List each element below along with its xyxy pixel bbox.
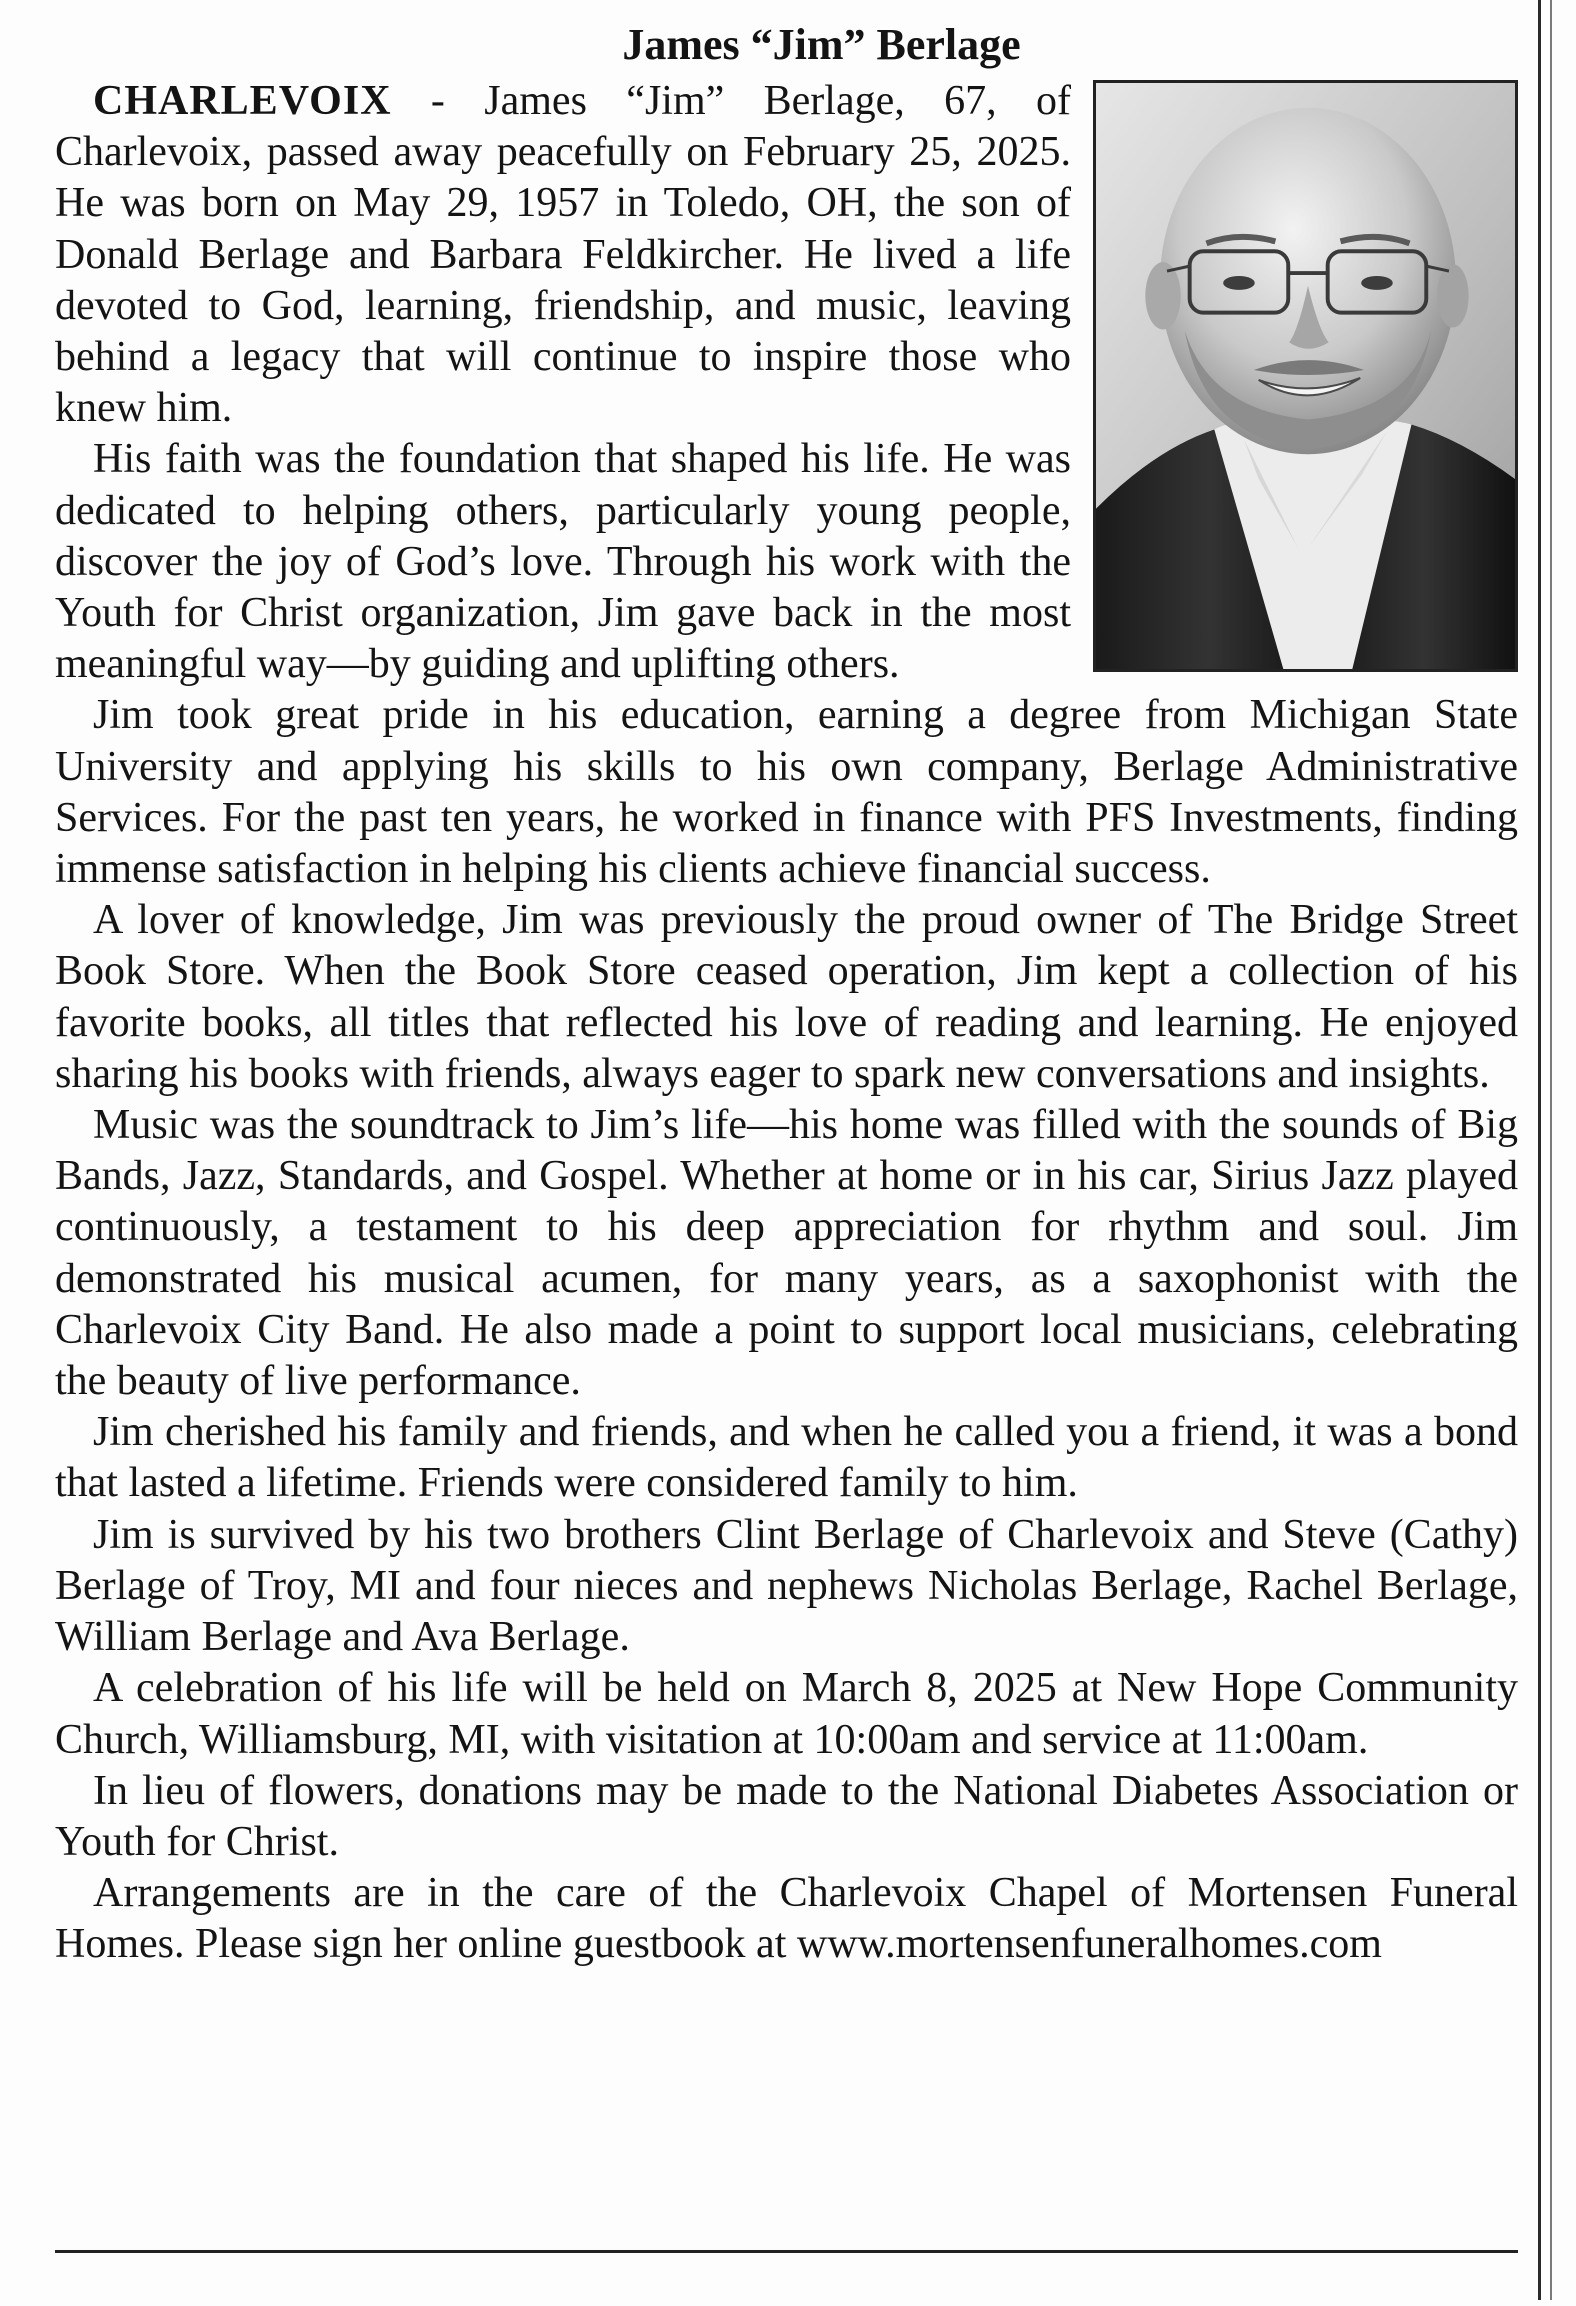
- dateline: CHARLEVOIX: [93, 78, 392, 124]
- obituary-headline: James “Jim” Berlage: [622, 20, 1021, 69]
- column-rule-secondary: [1550, 0, 1552, 2300]
- obituary-body: [55, 76, 1518, 1971]
- paragraph-3: Jim took great pride in his education, earning a degree from Michigan State University and applying his skills to his own company, Berlage Administrative Services. For the past ten years, he worked in finance with PFS Investments, finding immense satisfaction in helping his clients achieve financial success.: [55, 692, 1518, 893]
- paragraph-4: A lover of knowledge, Jim was previously the proud owner of The Bridge Street Book Store. When the Book Store ceased operation, Jim kept a collection of his favorite books, all titles that reflected his love of reading and learning. He enjoyed sharing his books with friends, always eager to spark new conversations and insights.: [55, 897, 1518, 1097]
- paragraph-6: Jim cherished his family and friends, and when he called you a friend, it was a bond that lasted a lifetime. Friends were considered family to him.: [55, 1409, 1518, 1507]
- column-rule: [1538, 0, 1541, 2300]
- paragraph-10: Arrangements are in the care of the Charlevoix Chapel of Mortensen Funeral Homes. Please sign her online guestbook at www.mortensenfuneralhomes.com: [55, 1870, 1518, 1968]
- paragraph-9: In lieu of flowers, donations may be made to the National Diabetes Association or Youth for Christ.: [55, 1767, 1518, 1865]
- paragraph-1-text: - James “Jim” Berlage, 67, of Charlevoix, passed away peacefully on February 25, 2025. He was born on May 29, 1957 in Toledo, OH, the son of Donald Berlage and Barbara Feldkircher. He lived a life devoted to God, learning, friendship, and music, leaving behind a legacy that will continue to inspire those who knew him.: [55, 78, 1071, 432]
- paragraph-5: Music was the soundtrack to Jim’s life—his home was filled with the sounds of Big Bands, Jazz, Standards, and Gospel. Whether at home or in his car, Sirius Jazz played continuously, a testament to his deep appreciation for rhythm and soul. Jim demonstrated his musical acumen, for many years, as a saxophonist with the Charlevoix City Band. He also made a point to support local musicians, celebrating the beauty of live performance.: [55, 1102, 1518, 1405]
- paragraph-7: Jim is survived by his two brothers Clint Berlage of Charlevoix and Steve (Cathy) Berlage of Troy, MI and four nieces and nephews Nicholas Berlage, Rachel Berlage, William Berlage and Ava Berlage.: [55, 1511, 1518, 1661]
- portrait-image: [1096, 83, 1515, 669]
- paragraph-8: A celebration of his life will be held on March 8, 2025 at New Hope Community Church, Williamsburg, MI, with visitation at 10:00am and service at 11:00am.: [55, 1665, 1518, 1763]
- bottom-rule: [55, 2250, 1518, 2253]
- obituary-article: [55, 14, 1518, 1971]
- portrait-photo: [1093, 80, 1518, 672]
- paragraph-2: His faith was the foundation that shaped his life. He was dedicated to helping others, particularly young people, discover the joy of God’s love. Through his work with the Youth for Christ organization, Jim gave back in the most meaningful way—by guiding and uplifting others.: [55, 436, 1071, 688]
